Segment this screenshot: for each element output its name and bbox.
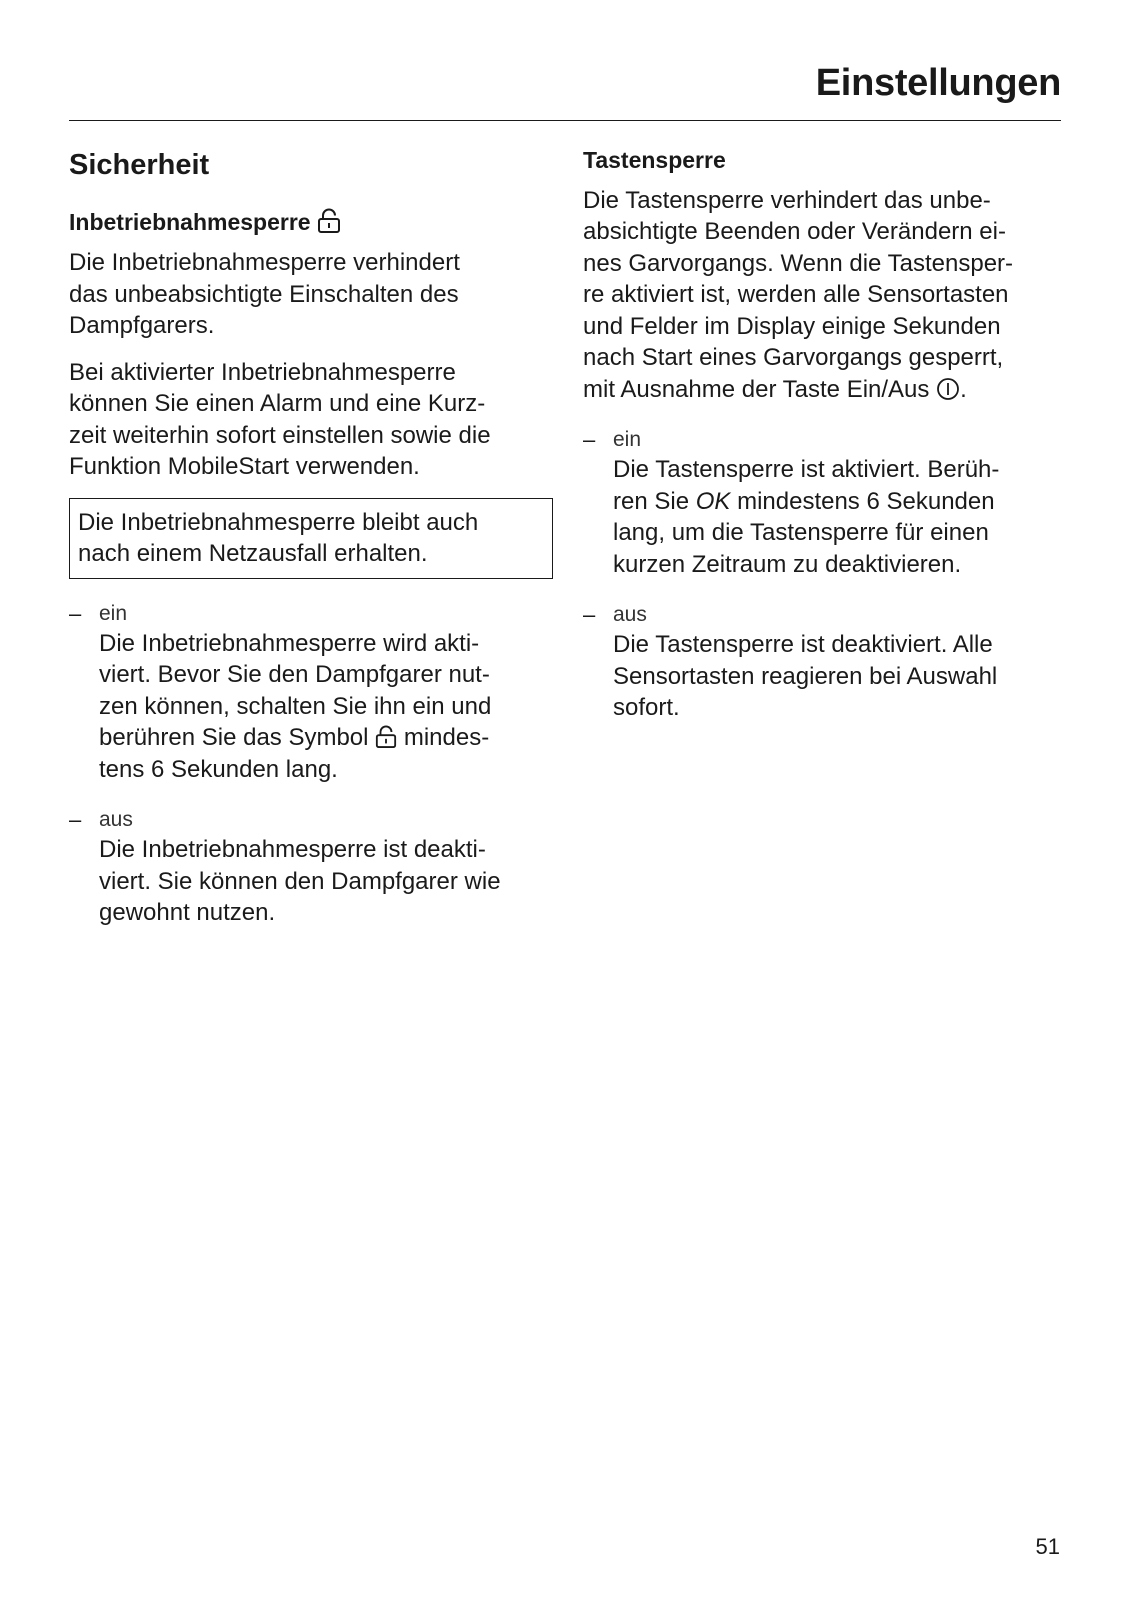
text-line: tens 6 Sekunden lang.: [99, 755, 338, 783]
option-label: aus: [613, 603, 647, 627]
text-line: Dampfgarers.: [69, 312, 215, 340]
text-line: mindes-: [403, 724, 490, 752]
text-line: kurzen Zeitraum zu deaktivieren.: [613, 550, 962, 578]
subtitle-tastensperre: Tastensperre: [583, 147, 726, 173]
left-column: [69, 140, 553, 929]
text-line: das unbeabsichtigte Einschalten des: [69, 280, 459, 308]
tastensperre-paragraph: [583, 185, 1063, 406]
text-line: berühren Sie das Symbol: [99, 724, 369, 752]
text-line: können Sie einen Alarm und eine Kurz-: [69, 390, 486, 418]
text-line: nes Garvorgangs. Wenn die Tastensper-: [583, 249, 1014, 277]
text-line: sofort.: [613, 694, 680, 722]
text-line: Die Inbetriebnahmesperre verhindert: [69, 249, 460, 277]
option-dash: –: [69, 600, 82, 626]
subtitle-text: Inbetriebnahmesperre: [69, 209, 311, 236]
text-line: zeit weiterhin sofort einstellen sowie die: [69, 421, 491, 449]
text-line: mit Ausnahme der Taste Ein/Aus: [583, 375, 930, 403]
option-ein: [583, 425, 1063, 580]
text-line: Die Tastensperre verhindert das unbe-: [583, 186, 991, 214]
option-description: [613, 454, 1063, 580]
option-description: [99, 834, 553, 929]
text-line: Sensortasten reagieren bei Auswahl: [613, 662, 998, 690]
text-line: viert. Sie können den Dampfgarer wie: [99, 867, 501, 895]
padlock-icon: [375, 725, 397, 749]
text-line: Die Inbetriebnahmesperre ist deakti-: [99, 836, 486, 864]
alarm-paragraph: [69, 357, 553, 483]
text-line: und Felder im Display einige Sekunden: [583, 312, 1001, 340]
option-description: [613, 629, 1063, 724]
option-dash: –: [583, 602, 596, 628]
option-dash: –: [69, 807, 82, 833]
ok-key-label: OK: [695, 487, 731, 515]
option-description: [99, 628, 553, 786]
text-line: ren Sie: [613, 487, 690, 515]
text-line: Die Inbetriebnahmesperre bleibt auch: [78, 508, 479, 536]
text-line: viert. Bevor Sie den Dampfgarer nut-: [99, 661, 490, 689]
page-title: Einstellungen: [815, 62, 1061, 104]
text-line: lang, um die Tastensperre für einen: [613, 519, 989, 547]
intro-paragraph: [69, 247, 553, 342]
power-icon: [936, 377, 960, 401]
option-label: ein: [613, 428, 642, 452]
text-line: gewohnt nutzen.: [99, 899, 276, 927]
text-line: Funktion MobileStart verwenden.: [69, 453, 420, 481]
text-line: nach Start eines Garvorgangs gesperrt,: [583, 344, 1004, 372]
option-label: aus: [99, 808, 133, 832]
text-line: zen können, schalten Sie ihn ein und: [99, 692, 492, 720]
text-line: Die Tastensperre ist aktiviert. Berüh-: [613, 456, 1000, 484]
text-line: Bei aktivierter Inbetriebnahmesperre: [69, 358, 456, 386]
option-aus: [69, 805, 553, 929]
text-line: Die Tastensperre ist deaktiviert. Alle: [613, 631, 993, 659]
option-aus: [583, 600, 1063, 724]
page-header: [69, 62, 1061, 121]
subtitle-inbetriebnahmesperre: [69, 208, 553, 238]
note-text: [78, 507, 544, 570]
option-dash: –: [583, 427, 596, 453]
text-line: Die Inbetriebnahmesperre wird akti-: [99, 629, 480, 657]
text-line: nach einem Netzausfall erhalten.: [78, 540, 428, 568]
padlock-icon: [317, 208, 341, 234]
text-line: re aktiviert ist, werden alle Sensortasten: [583, 281, 1009, 309]
note-box: [69, 498, 553, 579]
text-line: absichtigte Beenden oder Verändern ei-: [583, 218, 1006, 246]
right-column: [583, 140, 1063, 724]
page-number: 51: [1035, 1534, 1060, 1559]
section-title: Sicherheit: [69, 149, 210, 181]
option-label: ein: [99, 601, 128, 625]
text-line: mindestens 6 Sekunden: [737, 487, 995, 515]
option-ein: [69, 599, 553, 786]
text-line: .: [960, 375, 967, 403]
